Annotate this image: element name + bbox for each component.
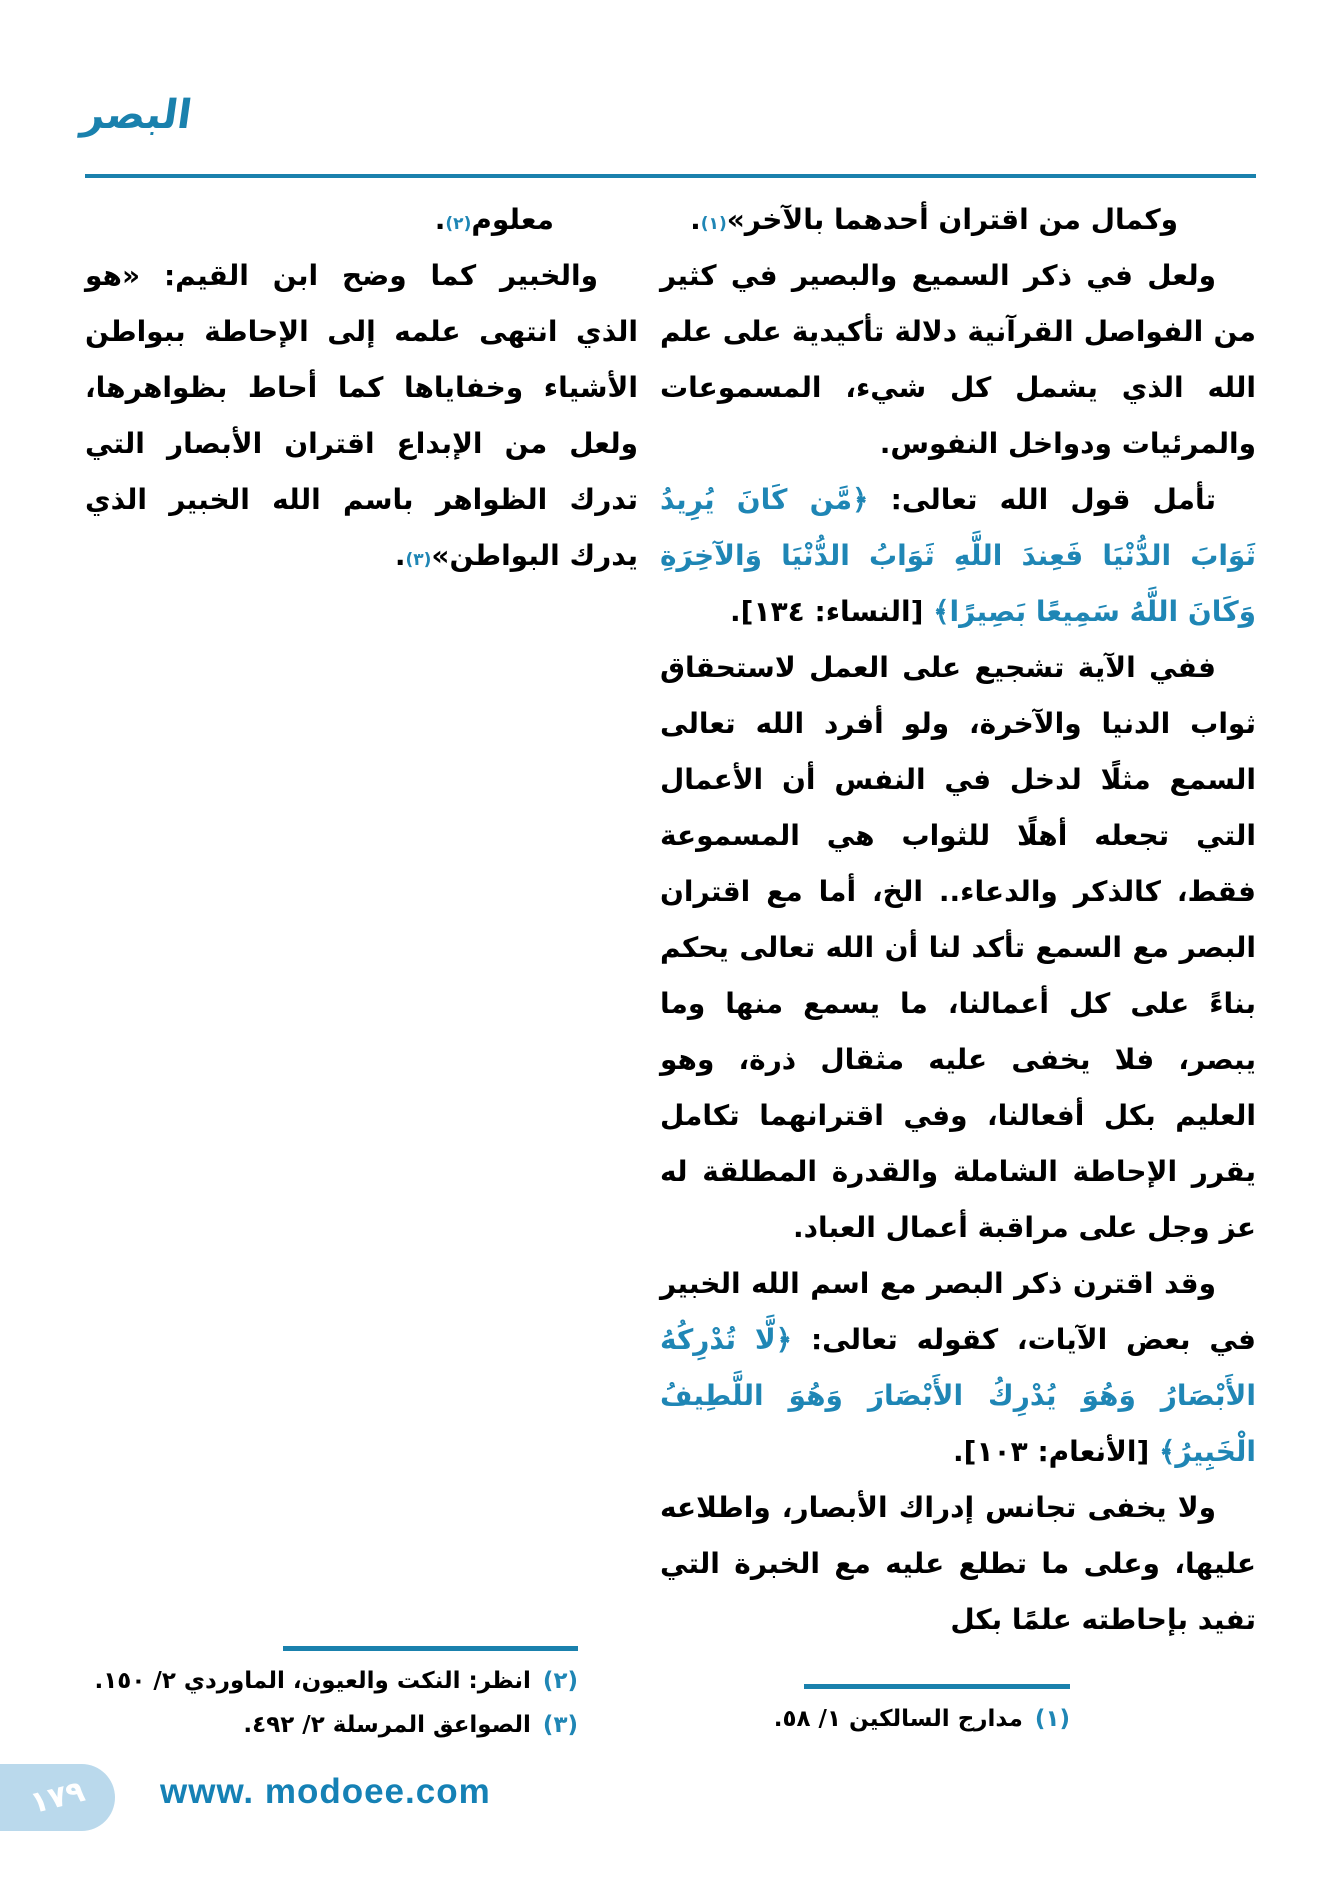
footnote-item xyxy=(768,1697,1070,1741)
footnote-ref-3: (٣) xyxy=(405,550,432,570)
footnote-text: الصواعق المرسلة ٢/ ٤٩٢. xyxy=(243,1712,531,1738)
footnote-item xyxy=(94,1659,578,1703)
ayah-reference: [الأنعام: ١٠٣]. xyxy=(953,1435,1160,1468)
paragraph-with-verse xyxy=(660,472,1256,640)
paragraph-text: . xyxy=(690,203,701,236)
footnote-separator xyxy=(283,1646,578,1651)
header-rule xyxy=(85,174,1256,178)
footnote-number: (١) xyxy=(1034,1706,1070,1732)
paragraph-text: معلوم xyxy=(471,203,554,236)
paragraph xyxy=(85,248,638,584)
paragraph: ولعل في ذكر السميع والبصير في كثير من الفواصل القرآنية دلالة تأكيدية على علم الله الذي يشمل كل شيء، المسموعات والمرئيات ودواخل النفوس. xyxy=(660,259,1256,460)
footnote-item xyxy=(107,1703,578,1747)
footnotes-right xyxy=(768,1684,1070,1741)
paragraph-with-verse xyxy=(660,1256,1256,1480)
footnote-number: (٣) xyxy=(542,1712,578,1738)
paragraph-continuation xyxy=(85,192,638,248)
footnote-ref-2: (٢) xyxy=(445,214,472,234)
footnote-number: (٢) xyxy=(542,1668,578,1694)
paragraph: ولا يخفى تجانس إدراك الأبصار، واطلاعه عليها، وعلى ما تطلع عليه مع الخبرة التي تفيد بإحاطته علمًا بكل xyxy=(660,1491,1256,1636)
website-link[interactable]: www. modoee.com xyxy=(160,1772,491,1811)
paragraph-text: وقد اقترن ذكر البصر مع اسم الله الخبير في بعض الآيات، كقوله تعالى: xyxy=(660,1267,1256,1356)
paragraph-text: . xyxy=(394,539,406,572)
column-left xyxy=(85,192,638,584)
paragraph: ففي الآية تشجيع على العمل لاستحقاق ثواب الدنيا والآخرة، ولو أفرد الله تعالى السمع مثلًا لدخل في النفس أن الأعمال التي تجعله أهلًا للثواب هي المسموعة فقط، كالذكر والدعاء.. الخ، أما مع اقتران البصر مع السمع تأكد لنا أن الله تعالى يحكم بناءً على كل أعمالنا، ما يسمع منها وما يبصر، فلا يخفى عليه مثقال ذرة، وهو العليم بكل أفعالنا، وفي اقترانهما تكامل يقرر الإحاطة الشاملة والقدرة المطلقة له عز وجل على مراقبة أعمال العباد. xyxy=(660,651,1256,1244)
ayah-reference: [النساء: ١٣٤]. xyxy=(730,595,934,628)
paragraph-text: والخبير كما وضح ابن القيم: «هو الذي انتهى علمه إلى الإحاطة ببواطن الأشياء وخفاياها كما أحاط بظواهرها، ولعل من الإبداع اقتران الأبصار التي تدرك الظواهر باسم الله الخبير الذي يدرك البواطن» xyxy=(85,259,638,572)
footnote-text: انظر: النكت والعيون، الماوردي ٢/ ١٥٠. xyxy=(94,1668,531,1694)
page-number-badge xyxy=(0,1764,115,1831)
quran-verse-anam-103: ﴿لَّا تُدْرِكُهُ الأَبْصَارُ وَهُوَ يُدْرِكُ الأَبْصَارَ وَهُوَ اللَّطِيفُ الْخَبِيرُ﴾ xyxy=(660,1323,1256,1468)
paragraph-continuation xyxy=(660,192,1256,248)
footnote-ref-1: (١) xyxy=(700,214,727,234)
footnote-separator xyxy=(804,1684,1070,1689)
page-header-title: البصر xyxy=(78,92,195,138)
paragraph-text: . xyxy=(434,203,446,236)
footnote-text: مدارج السالكين ١/ ٥٨. xyxy=(773,1706,1023,1732)
quran-verse-nisa-134: ﴿مَّن كَانَ يُرِيدُ ثَوَابَ الدُّنْيَا فَعِندَ اللَّهِ ثَوَابُ الدُّنْيَا وَالآخِرَةِ وَكَانَ اللَّهُ سَمِيعًا بَصِيرًا﴾ xyxy=(660,483,1256,628)
paragraph-text: تأمل قول الله تعالى: xyxy=(868,483,1216,516)
page-number: ١٧٩ xyxy=(26,1773,89,1822)
footnotes-left xyxy=(94,1646,578,1747)
paragraph-text: وكمال من اقتران أحدهما بالآخر» xyxy=(726,203,1178,236)
column-right xyxy=(660,192,1256,1648)
